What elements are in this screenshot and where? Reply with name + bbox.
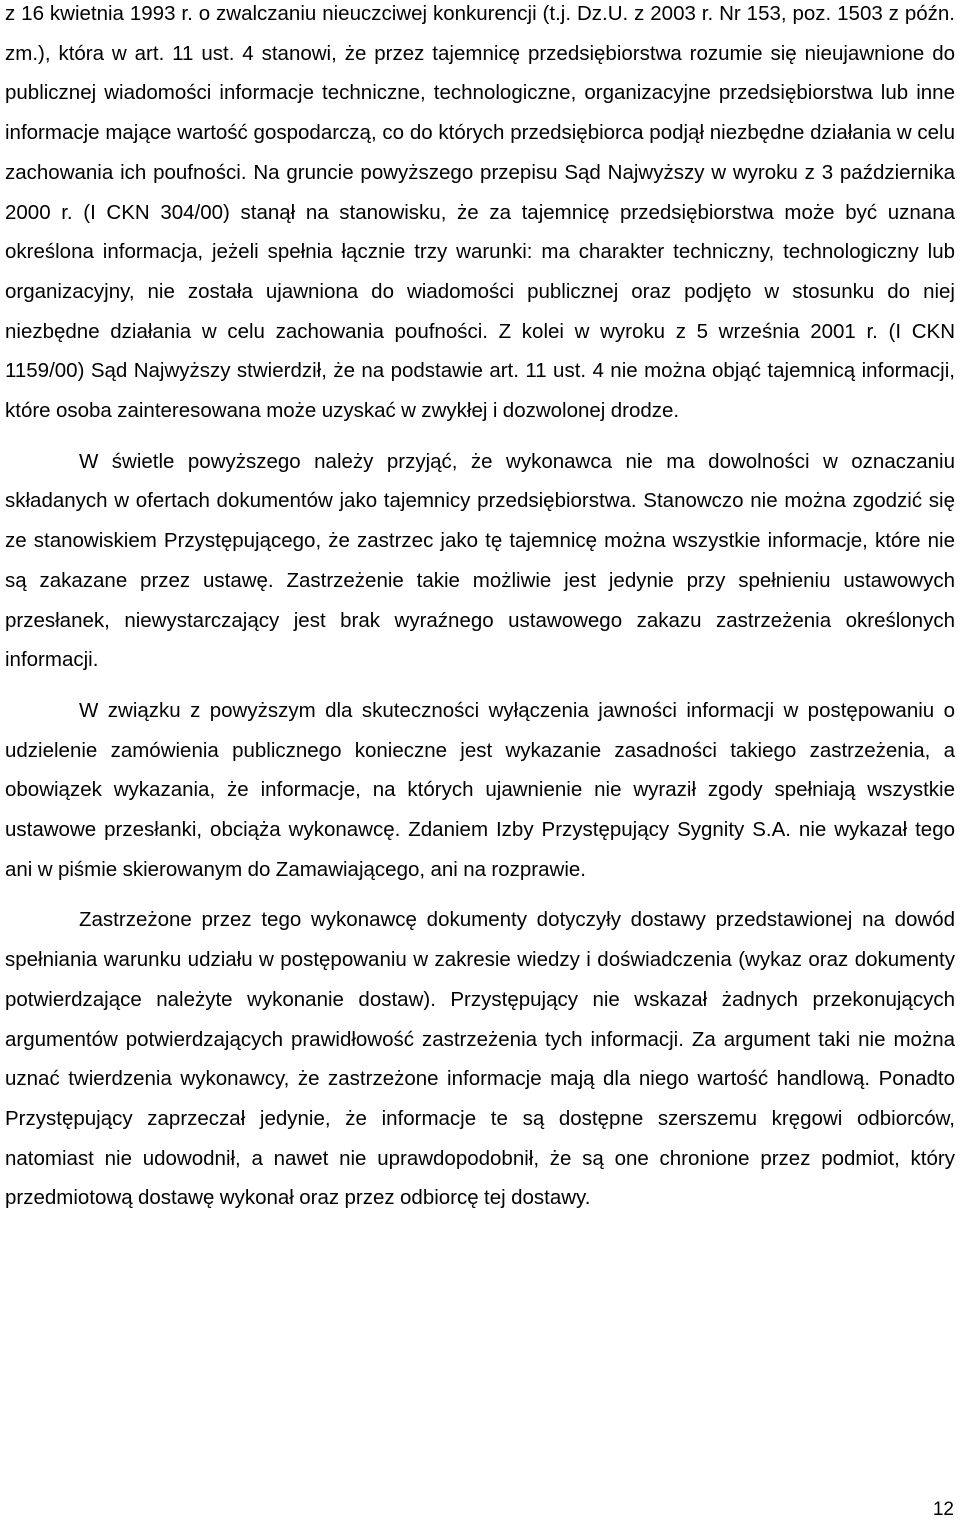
paragraph-gap	[5, 431, 955, 442]
document-page	[5, 0, 955, 1218]
paragraph-2: W świetle powyższego należy przyjąć, że wykonawca nie ma dowolności w oznaczaniu składanych w ofertach dokumentów jako tajemnicy przedsiębiorstwa. Stanowczo nie można zgodzić się ze stanowiskiem Przystępującego, że zastrzec jako tę tajemnicę można wszystkie informacje, które nie są zakazane przez ustawę. Zastrzeżenie takie możliwie jest jedynie przy spełnieniu ustawowych przesłanek, niewystarczający jest brak wyraźnego ustawowego zakazu zastrzeżenia określonych informacji.	[5, 449, 955, 672]
paragraph-3: W związku z powyższym dla skuteczności wyłączenia jawności informacji w postępowaniu o udzielenie zamówienia publicznego konieczne jest wykazanie zasadności takiego zastrzeżenia, a obowiązek wykazania, że informacje, na których ujawnienie nie wyraził zgody spełniają wszystkie ustawowe przesłanki, obciąża wykonawcę. Zdaniem Izby Przystępujący Sygnity S.A. nie wykazał tego ani w piśmie skierowanym do Zamawiającego, ani na rozprawie.	[5, 698, 955, 881]
paragraph-gap	[5, 889, 955, 900]
page-number: 12	[932, 1499, 954, 1520]
paragraph-1: z 16 kwietnia 1993 r. o zwalczaniu nieuczciwej konkurencji (t.j. Dz.U. z 2003 r. Nr 153, poz. 1503 z późn. zm.), która w art. 11 ust. 4 stanowi, że przez tajemnicę przedsiębiorstwa rozumie się nieujawnione do publicznej wiadomości informacje techniczne, technologiczne, organizacyjne przedsiębiorstwa lub inne informacje mające wartość gospodarczą, co do których przedsiębiorca podjął niezbędne działania w celu zachowania ich poufności. Na gruncie powyższego przepisu Sąd Najwyższy w wyroku z 3 października 2000 r. (I CKN 304/00) stanął na stanowisku, że za tajemnicę przedsiębiorstwa może być uznana określona informacja, jeżeli spełnia łącznie trzy warunki: ma charakter techniczny, technologiczny lub organizacyjny, nie została ujawniona do wiadomości publicznej oraz podjęto w stosunku do niej niezbędne działania w celu zachowania poufności. Z kolei w wyroku z 5 września 2001 r. (I CKN 1159/00) Sąd Najwyższy stwierdził, że na podstawie art. 11 ust. 4 nie można objąć tajemnicą informacji, które osoba zainteresowana może uzyskać w zwykłej i dozwolonej drodze.	[5, 2, 955, 423]
paragraph-gap	[5, 680, 955, 691]
paragraph-4: Zastrzeżone przez tego wykonawcę dokumenty dotyczyły dostawy przedstawionej na dowód spełniania warunku udziału w postępowaniu w zakresie wiedzy i doświadczenia (wykaz oraz dokumenty potwierdzające należyte wykonanie dostaw). Przystępujący nie wskazał żadnych przekonujących argumentów potwierdzających prawidłowość zastrzeżenia tych informacji. Za argument taki nie można uznać twierdzenia wykonawcy, że zastrzeżone informacje mają dla niego wartość handlową. Ponadto Przystępujący zaprzeczał jedynie, że informacje te są dostępne szerszemu kręgowi odbiorców, natomiast nie udowodnił, a nawet nie uprawdopodobnił, że są one chronione przez podmiot, który przedmiotową dostawę wykonał oraz przez odbiorcę tej dostawy.	[5, 908, 955, 1210]
